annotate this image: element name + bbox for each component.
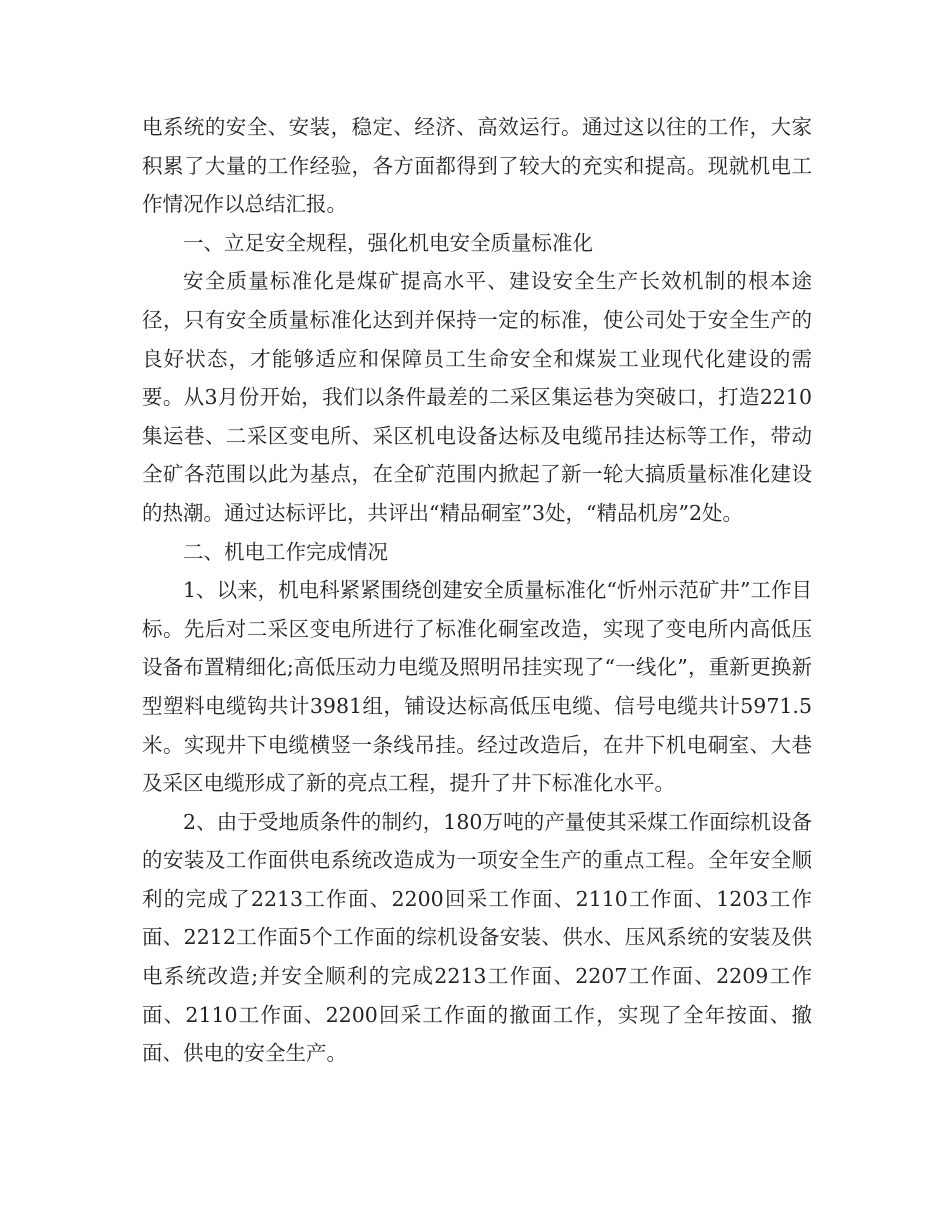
section-heading-2: 二、机电工作完成情况: [183, 539, 388, 564]
paragraph-standardization: 安全质量标准化是煤矿提高水平、建设安全生产长效机制的根本途径，只有安全质量标准化达到并保持一定的标准，使公司处于安全生产的良好状态，才能够适应和保障员工生命安全和煤炭工业现代化建设的需要。从3月份开始，我们以条件最差的二采区集运巷为突破口，打造2210集运巷、二采区变电所、采区机电设备达标及电缆吊挂达标等工作，带动全矿各范围以此为基点，在全矿范围内掀起了新一轮大搞质量标准化建设的热潮。通过达标评比，共评出“精品硐室”3处，“精品机房”2处。: [142, 269, 812, 525]
paragraph-item-2: 2、由于受地质条件的制约，180万吨的产量使其采煤工作面综机设备的安装及工作面供电系统改造成为一项安全生产的重点工程。全年安全顺利的完成了2213工作面、2200回采工作面、2110工作面、1203工作面、2212工作面5个工作面的综机设备安装、供水、压风系统的安装及供电系统改造;并安全顺利的完成2213工作面、2207工作面、2209工作面、2110工作面、2200回采工作面的撤面工作，实现了全年按面、撤面、供电的安全生产。: [142, 809, 812, 1066]
section-heading-1: 一、立足安全规程，强化机电安全质量标准化: [183, 230, 593, 255]
paragraph-item-1: 1、以来，机电科紧紧围绕创建安全质量标准化“忻州示范矿井”工作目标。先后对二采区变电所进行了标准化硐室改造，实现了变电所内高低压设备布置精细化;高低压动力电缆及照明吊挂实现了“一线化”，重新更换新型塑料电缆钩共计3981组，铺设达标高低压电缆、信号电缆共计5971.5米。实现井下电缆横竖一条线吊挂。经过改造后，在井下机电硐室、大巷及采区电缆形成了新的亮点工程，提升了井下标准化水平。: [142, 578, 812, 796]
document-page: [142, 108, 812, 1073]
paragraph-continuation: 电系统的安全、安装，稳定、经济、高效运行。通过这以往的工作，大家积累了大量的工作经验，各方面都得到了较大的充实和提高。现就机电工作情况作以总结汇报。: [142, 115, 812, 217]
